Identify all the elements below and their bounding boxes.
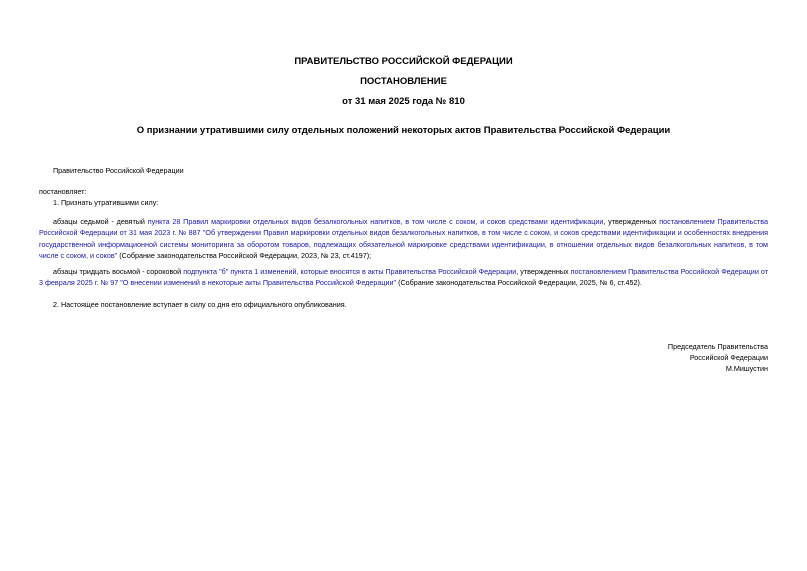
signature-position: Председатель Правительства — [667, 342, 768, 351]
document-date-number: от 31 мая 2025 года № 810 — [342, 96, 465, 107]
signature-name: М.Мишустин — [725, 364, 768, 373]
decides-text: постановляет: — [39, 187, 87, 196]
document-type: ПОСТАНОВЛЕНИЕ — [360, 76, 447, 87]
paragraph-2-suffix: (Собрание законодательства Российской Федерации, 2025, № 6, ст.452). — [396, 278, 642, 288]
link-resolution-97[interactable]: постановлением Правительства Российской Федерации от 3 февраля 2025 г. № 97 "О внесении изменений в некоторые акты Правительства Российской Федерации" — [39, 267, 768, 288]
intro-text: Правительство Российской Федерации — [53, 166, 184, 175]
signature-country: Российской Федерации — [689, 353, 768, 362]
paragraph-1-middle: , утвержденных — [603, 217, 660, 226]
issuing-authority: ПРАВИТЕЛЬСТВО РОССИЙСКОЙ ФЕДЕРАЦИИ — [294, 56, 513, 67]
paragraph-1-prefix: абзацы седьмой - девятый — [53, 217, 148, 226]
paragraph-2 — [39, 266, 768, 289]
paragraph-2-prefix: абзацы тридцать восьмой - сороковой — [53, 267, 184, 276]
document-title: О признании утратившими силу отдельных положений некоторых актов Правительства Российской Федерации — [136, 125, 671, 136]
link-rules-item-28[interactable]: пункта 28 Правил маркировки отдельных видов безалкогольных напитков, в том числе с соком, и соков средствами идентификации — [147, 217, 604, 226]
link-resolution-887[interactable]: постановлением Правительства Российской Федерации от 31 мая 2023 г. № 887 "Об утверждении Правил маркировки отдельных видов безалкогольных напитков, в том числе с соком, и соков средствами идентификации и особенностях внедрения государственной информационной системы мониторинга за оборотом товаров, подлежащих обязательной маркировке средствами идентификации, в отношении отдельных видов безалкогольных напитков, в том числе с соком, и соков" — [39, 217, 769, 260]
paragraph-2-middle: , утвержденных — [516, 267, 571, 276]
paragraph-1-suffix: (Собрание законодательства Российской Федерации, 2023, № 23, ст.4197); — [117, 250, 372, 260]
item-2-text: 2. Настоящее постановление вступает в силу со дня его официального опубликования. — [53, 300, 347, 309]
link-subitem-b-item-1[interactable]: подпункта "б" пункта 1 изменений, которые вносятся в акты Правительства Российской Федерации — [183, 267, 517, 276]
item-1-text: 1. Признать утратившими силу: — [53, 198, 159, 207]
paragraph-1 — [39, 216, 768, 261]
